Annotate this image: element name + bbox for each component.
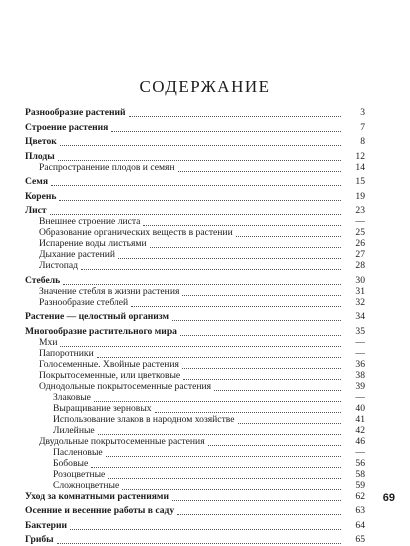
- toc-entry-page: 15: [355, 176, 365, 187]
- page-number: 69: [382, 492, 395, 504]
- toc-entry-label: Распространение плодов и семян: [39, 161, 175, 173]
- toc-entry-label: Бактерии: [25, 519, 68, 531]
- dot-leader: [182, 367, 341, 369]
- toc-entry-label: Образование органических веществ в растении: [39, 227, 233, 238]
- dot-leader: [143, 224, 341, 226]
- toc-entry: [25, 370, 365, 381]
- toc-entry-label: Лилейные: [53, 424, 95, 436]
- toc-entry-label: Осенние и весенние работы в саду: [25, 505, 175, 516]
- toc-entry-page: 42: [355, 424, 365, 436]
- toc-entry-page: 7: [360, 121, 365, 133]
- toc-entry: [25, 359, 365, 370]
- toc-entry-page: 3: [360, 107, 365, 118]
- toc-entry-page: 27: [355, 249, 365, 260]
- toc-entry: [25, 505, 365, 516]
- toc-entry-page: 39: [355, 380, 365, 392]
- toc-entry-label: Листопад: [39, 260, 79, 271]
- toc-entry-page: 46: [355, 435, 365, 447]
- toc-entry-label: Испарение воды листьями: [39, 238, 147, 249]
- toc-entry: [25, 534, 365, 545]
- toc-entry-label: Покрытосеменные, или цветковые: [39, 369, 181, 381]
- toc-entry: [25, 286, 365, 297]
- toc-entry: [25, 447, 365, 458]
- toc-entry-label: Растение — целостный организм: [25, 311, 170, 322]
- toc-entry-page: 30: [355, 274, 365, 286]
- dot-leader: [182, 294, 341, 296]
- toc-entry-page: 65: [355, 534, 365, 545]
- table-of-contents: [25, 107, 365, 545]
- toc-entry: [25, 176, 365, 187]
- toc-entry-page: 59: [355, 479, 365, 491]
- toc-entry-label: Разнообразие растений: [25, 107, 126, 118]
- dot-leader: [172, 319, 341, 321]
- toc-entry-label: Лист: [25, 205, 47, 216]
- toc-entry-label: Дыхание растений: [39, 249, 116, 260]
- dot-leader: [94, 400, 341, 402]
- toc-entry-label: Сложноцветные: [53, 479, 120, 491]
- toc-entry-label: Бобовые: [53, 457, 89, 469]
- toc-entry-page: 62: [355, 490, 365, 502]
- dot-leader: [131, 305, 341, 307]
- dot-leader: [111, 130, 341, 132]
- dot-leader: [118, 257, 341, 259]
- toc-entry: [25, 227, 365, 238]
- toc-entry-label: Пасленовые: [53, 446, 103, 458]
- dot-leader: [172, 499, 341, 501]
- toc-entry: [25, 414, 365, 425]
- toc-entry: [25, 403, 365, 414]
- toc-entry-label: Уход за комнатными растениями: [25, 490, 169, 502]
- toc-entry-label: Значение стебля в жизни растения: [39, 285, 180, 297]
- toc-entry-label: Грибы: [25, 534, 54, 545]
- toc-entry: [25, 238, 365, 249]
- toc-entry-page: 12: [355, 150, 365, 162]
- toc-entry: [25, 381, 365, 392]
- toc-entry-page: 31: [355, 285, 365, 297]
- toc-entry-label: Папоротники: [39, 347, 94, 359]
- toc-entry: [25, 337, 365, 348]
- toc-entry-page: 34: [355, 311, 365, 322]
- toc-entry: [25, 275, 365, 286]
- toc-entry-page: 14: [355, 161, 365, 173]
- toc-entry: [25, 491, 365, 502]
- dot-leader: [57, 542, 341, 544]
- dot-leader: [106, 455, 341, 457]
- toc-entry-label: Злаковые: [53, 391, 91, 403]
- toc-entry-page: —: [355, 391, 365, 403]
- dot-leader: [214, 389, 341, 391]
- toc-entry: [25, 249, 365, 260]
- toc-entry: [25, 162, 365, 173]
- toc-entry: [25, 458, 365, 469]
- toc-entry-label: Семя: [25, 176, 49, 187]
- dot-leader: [177, 513, 341, 515]
- toc-entry: [25, 326, 365, 337]
- toc-entry-label: Использование злаков в народном хозяйстве: [53, 413, 235, 425]
- dot-leader: [60, 345, 341, 347]
- toc-entry-label: Двудольные покрытосеменные растения: [39, 435, 205, 447]
- toc-entry-label: Мхи: [39, 336, 58, 348]
- toc-entry: [25, 122, 365, 133]
- toc-entry: [25, 348, 365, 359]
- dot-leader: [63, 283, 341, 285]
- dot-leader: [238, 422, 342, 424]
- dot-leader: [91, 466, 341, 468]
- toc-entry-page: —: [355, 347, 365, 359]
- toc-entry-page: 56: [355, 457, 365, 469]
- toc-entry-label: Плоды: [25, 150, 55, 162]
- dot-leader: [59, 199, 341, 201]
- toc-entry-label: Многообразие растительного мира: [25, 325, 177, 337]
- dot-leader: [81, 268, 341, 270]
- toc-entry: [25, 260, 365, 271]
- toc-entry: [25, 520, 365, 531]
- toc-entry-page: 64: [355, 519, 365, 531]
- toc-entry: [25, 216, 365, 227]
- toc-entry-page: —: [355, 336, 365, 348]
- toc-entry: [25, 469, 365, 480]
- toc-entry-page: 19: [355, 190, 365, 202]
- toc-entry-page: 36: [355, 358, 365, 370]
- toc-entry-page: 8: [360, 136, 365, 147]
- toc-entry-page: 32: [355, 296, 365, 308]
- toc-entry-page: 28: [355, 260, 365, 271]
- dot-leader: [150, 246, 341, 248]
- toc-entry-label: Цветок: [25, 136, 57, 147]
- toc-entry-label: Строение растения: [25, 121, 109, 133]
- dot-leader: [97, 356, 341, 358]
- page-title: СОДЕРЖАНИЕ: [139, 77, 271, 96]
- dot-leader: [60, 144, 341, 146]
- toc-entry-label: Стебель: [25, 274, 61, 286]
- toc-entry: [25, 480, 365, 491]
- dot-leader: [50, 213, 341, 215]
- toc-entry: [25, 191, 365, 202]
- toc-entry-label: Голосеменные. Хвойные растения: [39, 358, 179, 370]
- dot-leader: [183, 378, 341, 380]
- dot-leader: [51, 184, 341, 186]
- toc-entry-page: 63: [355, 505, 365, 516]
- dot-leader: [178, 170, 341, 172]
- toc-entry-page: 23: [355, 205, 365, 216]
- toc-entry-label: Внешнее строение листа: [39, 216, 141, 227]
- toc-entry-page: —: [355, 216, 365, 227]
- toc-entry-label: Разнообразие стеблей: [39, 296, 129, 308]
- toc-entry-label: Розоцветные: [53, 468, 106, 480]
- toc-entry-page: —: [355, 446, 365, 458]
- toc-entry-label: Корень: [25, 190, 57, 202]
- toc-entry: [25, 297, 365, 308]
- toc-entry-page: 40: [355, 402, 365, 414]
- dot-leader: [70, 528, 341, 530]
- dot-leader: [98, 433, 341, 435]
- dot-leader: [108, 477, 341, 479]
- dot-leader: [236, 235, 341, 237]
- dot-leader: [180, 334, 341, 336]
- toc-entry: [25, 436, 365, 447]
- toc-entry: [25, 425, 365, 436]
- dot-leader: [208, 444, 341, 446]
- toc-entry-page: 25: [355, 227, 365, 238]
- dot-leader: [155, 411, 341, 413]
- toc-entry-page: 58: [355, 468, 365, 480]
- toc-entry-page: 26: [355, 238, 365, 249]
- toc-entry-label: Выращивание зерновых: [53, 402, 152, 414]
- dot-leader: [58, 159, 341, 161]
- toc-entry: [25, 151, 365, 162]
- toc-entry-label: Однодольные покрытосеменные растения: [39, 380, 212, 392]
- toc-entry-page: 35: [355, 325, 365, 337]
- toc-entry-page: 41: [355, 413, 365, 425]
- toc-entry: [25, 311, 365, 322]
- toc-entry: [25, 107, 365, 118]
- toc-entry: [25, 392, 365, 403]
- toc-entry: [25, 136, 365, 147]
- toc-entry: [25, 205, 365, 216]
- dot-leader: [129, 115, 341, 117]
- toc-entry-page: 38: [355, 369, 365, 381]
- dot-leader: [122, 488, 341, 490]
